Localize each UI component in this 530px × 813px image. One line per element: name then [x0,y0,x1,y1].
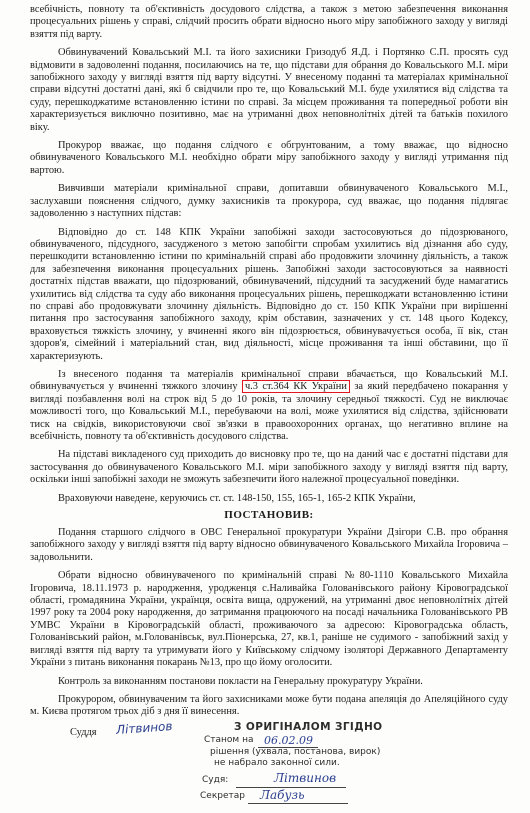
stamp-date: 06.02.09 [264,733,313,747]
stamp-judge-signature: Літвинов [274,770,337,785]
paragraph-grant-motion: Подання старшого слідчого в ОВС Генеральної прокуратури України Дзігори С.В. про обрання запобіжного заходу у вигляді взяття під варту відносно обвинуваченого Ковальського Михайла Ігоровича – задовольнити. [30,527,508,563]
paragraph-guided-by: Враховуючи наведене, керуючись ст. ст. 148-150, 155, 165-1, 165-2 КПК України, [58,492,416,504]
paragraph-prosecutor: Прокурор вважає, що подання слідчого є обгрунтованим, а тому вважає, що відносно обвинуваченого Ковальського М.І. необхідно обрати міру запобіжного заходу у вигляді утримання під вартою. [30,140,508,176]
stamp-title: З ОРИГІНАЛОМ ЗГІДНО [234,720,383,733]
stamp-status-label: Станом на [204,734,254,745]
charges-text-end: за який передбачено покарання у вигляді позбавлення волі на строк від 5 до 10 років, та злочину середньої тяжкості. Суд не виключає можливості того, що Ковальський М.І., перебуваючи на волі, може ухилятися від слідства, здійснювати тиск на свідків, використовуючи свої зв'язки в правоохоронних органах, що негативно вплине на всебічність, повноту та об'єктивність досудового слідства. [30,381,508,442]
paragraph-charges [30,369,508,443]
resolution-heading: ПОСТАНОВИВ: [224,509,314,522]
highlighted-article: ч.3 ст.364 КК України [242,380,350,393]
paragraph-court-review: Вивчивши матеріали кримінальної справи, допитавши обвинуваченого Ковальського М.І., заслухавши пояснення слідчого, думку захисників та прокурора, суд вважає, що подання підлягає задоволенню з наступних підстав: [30,183,508,220]
paragraph-intro: всебічність, повноту та об'єктивність досудового слідства, а також з метою забезпечення виконання процесуальних рішень у справі, слідчий просить обрати відносно нього міру запобіжного заходу у вигляді взяття під варту. [30,4,508,40]
paragraph-control: Контроль за виконанням постанови покласти на Генеральну прокуратуру України. [58,675,423,687]
judge-label: Суддя [70,726,97,738]
paragraph-defense: Обвинувачений Ковальський М.І. та його захисники Гризодуб Я.Д. і Портянко С.П. просять суд відмовити в задоволенні подання, посилаючись на те, що підстави для обрання до Ковальського М.І. міри запобіжного заходу у вигляді взяття під варту відсутні. У внесеному поданні та матеріалах кримінальної справи відсутні достатні дані, які б свідчили про те, що Ковальський М.І. буде ухилятися від слідства та суду, перешкоджатиме встановленню істини по справі. За місцем проживання та попередньої роботи він характеризується виключно позитивно, має на утриманні двох неповнолітніх дітей та батьків похилого віку. [30,47,508,133]
signature-stamp-area [30,718,508,813]
stamp-secretary-line [248,803,348,804]
stamp-decision: рішення (ухвала, постанова, вирок) [210,746,381,757]
stamp-not-in-force: не набрало законної сили. [214,757,340,768]
certification-stamp [200,720,400,803]
paragraph-appeal: Прокурором, обвинуваченим та його захисниками може бути подана апеляція до Апеляційного суду м. Києва протягом трьох діб з дня її винесення. [30,693,508,718]
stamp-secretary-label: Секретар [200,790,245,801]
stamp-judge-label: Судя: [202,774,229,785]
paragraph-legal-basis: Відповідно до ст. 148 КПК України запобіжні заходи застосовуються до підозрюваного, обвинуваченого, підсудного, засудженого з метою запобігти спробам ухилитись від дізнання або суду, перешкодити встановленню істини по кримінальній справі або продовжити злочинну діяльність, а також для забезпечення виконання процесуальних рішень. Запобіжні заходи застосовуються за наявності достатніх підстав вважати, що підозрюваний, обвинувачений, підсудний та засуджений буде намагатись ухилитись від слідства та суду або виконання процесуальних рішень, перешкоджати встановленню істини по справі або продовжувати злочинну діяльність. Відповідно до ст. 150 КПК України при вирішенні питання про застосування запобіжного заходу, крім обставин, зазначених у ст. 148 цього Кодексу, враховується тяжкість злочину, у вчиненні якого він підозрюється, обвинувачується особа, її вік, стан здоров'я, сімейний і матеріальний стан, вид діяльності, місце проживання та інші обставини, що її характеризують. [30,226,508,362]
paragraph-conclusion: На підставі викладеного суд приходить до висновку про те, що на даний час є достатні підстави для застосування до обвинуваченого Ковальського М.І. міри запобіжного заходу у вигляді взяття під варту, оскільки інші запобіжні заходи не зможуть забезпечити його належної процесуальної поведінки. [30,449,508,486]
judge-signature: Літвинов [115,718,173,737]
paragraph-detention-order: Обрати відносно обвинуваченого по кримінальній справі №80-1110 Ковальського Михайла Ігоровича, 18.11.1973 р. народження, уродженця с.Наливайка Голованівського району Кіровоградської області, громадянина України, українця, освіта вища, одружений, на утриманні двоє неповнолітніх дітей 1997 року та 2004 року народження, до затримання працюючого на посаді начальника Голованівського РВ УМВС України в Кіровоградській області, проживаючого за адресою: Кіровоградська область, Голованівський район, м.Голованівськ, вул.Піонерська, 27, кв.1, раніше не судимого - запобіжний захід у вигляді взяття під варту та утримувати його у Київському слідчому ізоляторі Державного Департаменту України з питань виконання покарань №13, про що йому оголосити. [30,570,508,669]
stamp-secretary-signature: Лабузь [260,787,305,802]
charges-text-start: Із внесеного подання та матеріалів кримінальної справи вбачається, що Ковальський М.І. обвинувачується у вчиненні тяжкого злочину [30,368,508,393]
